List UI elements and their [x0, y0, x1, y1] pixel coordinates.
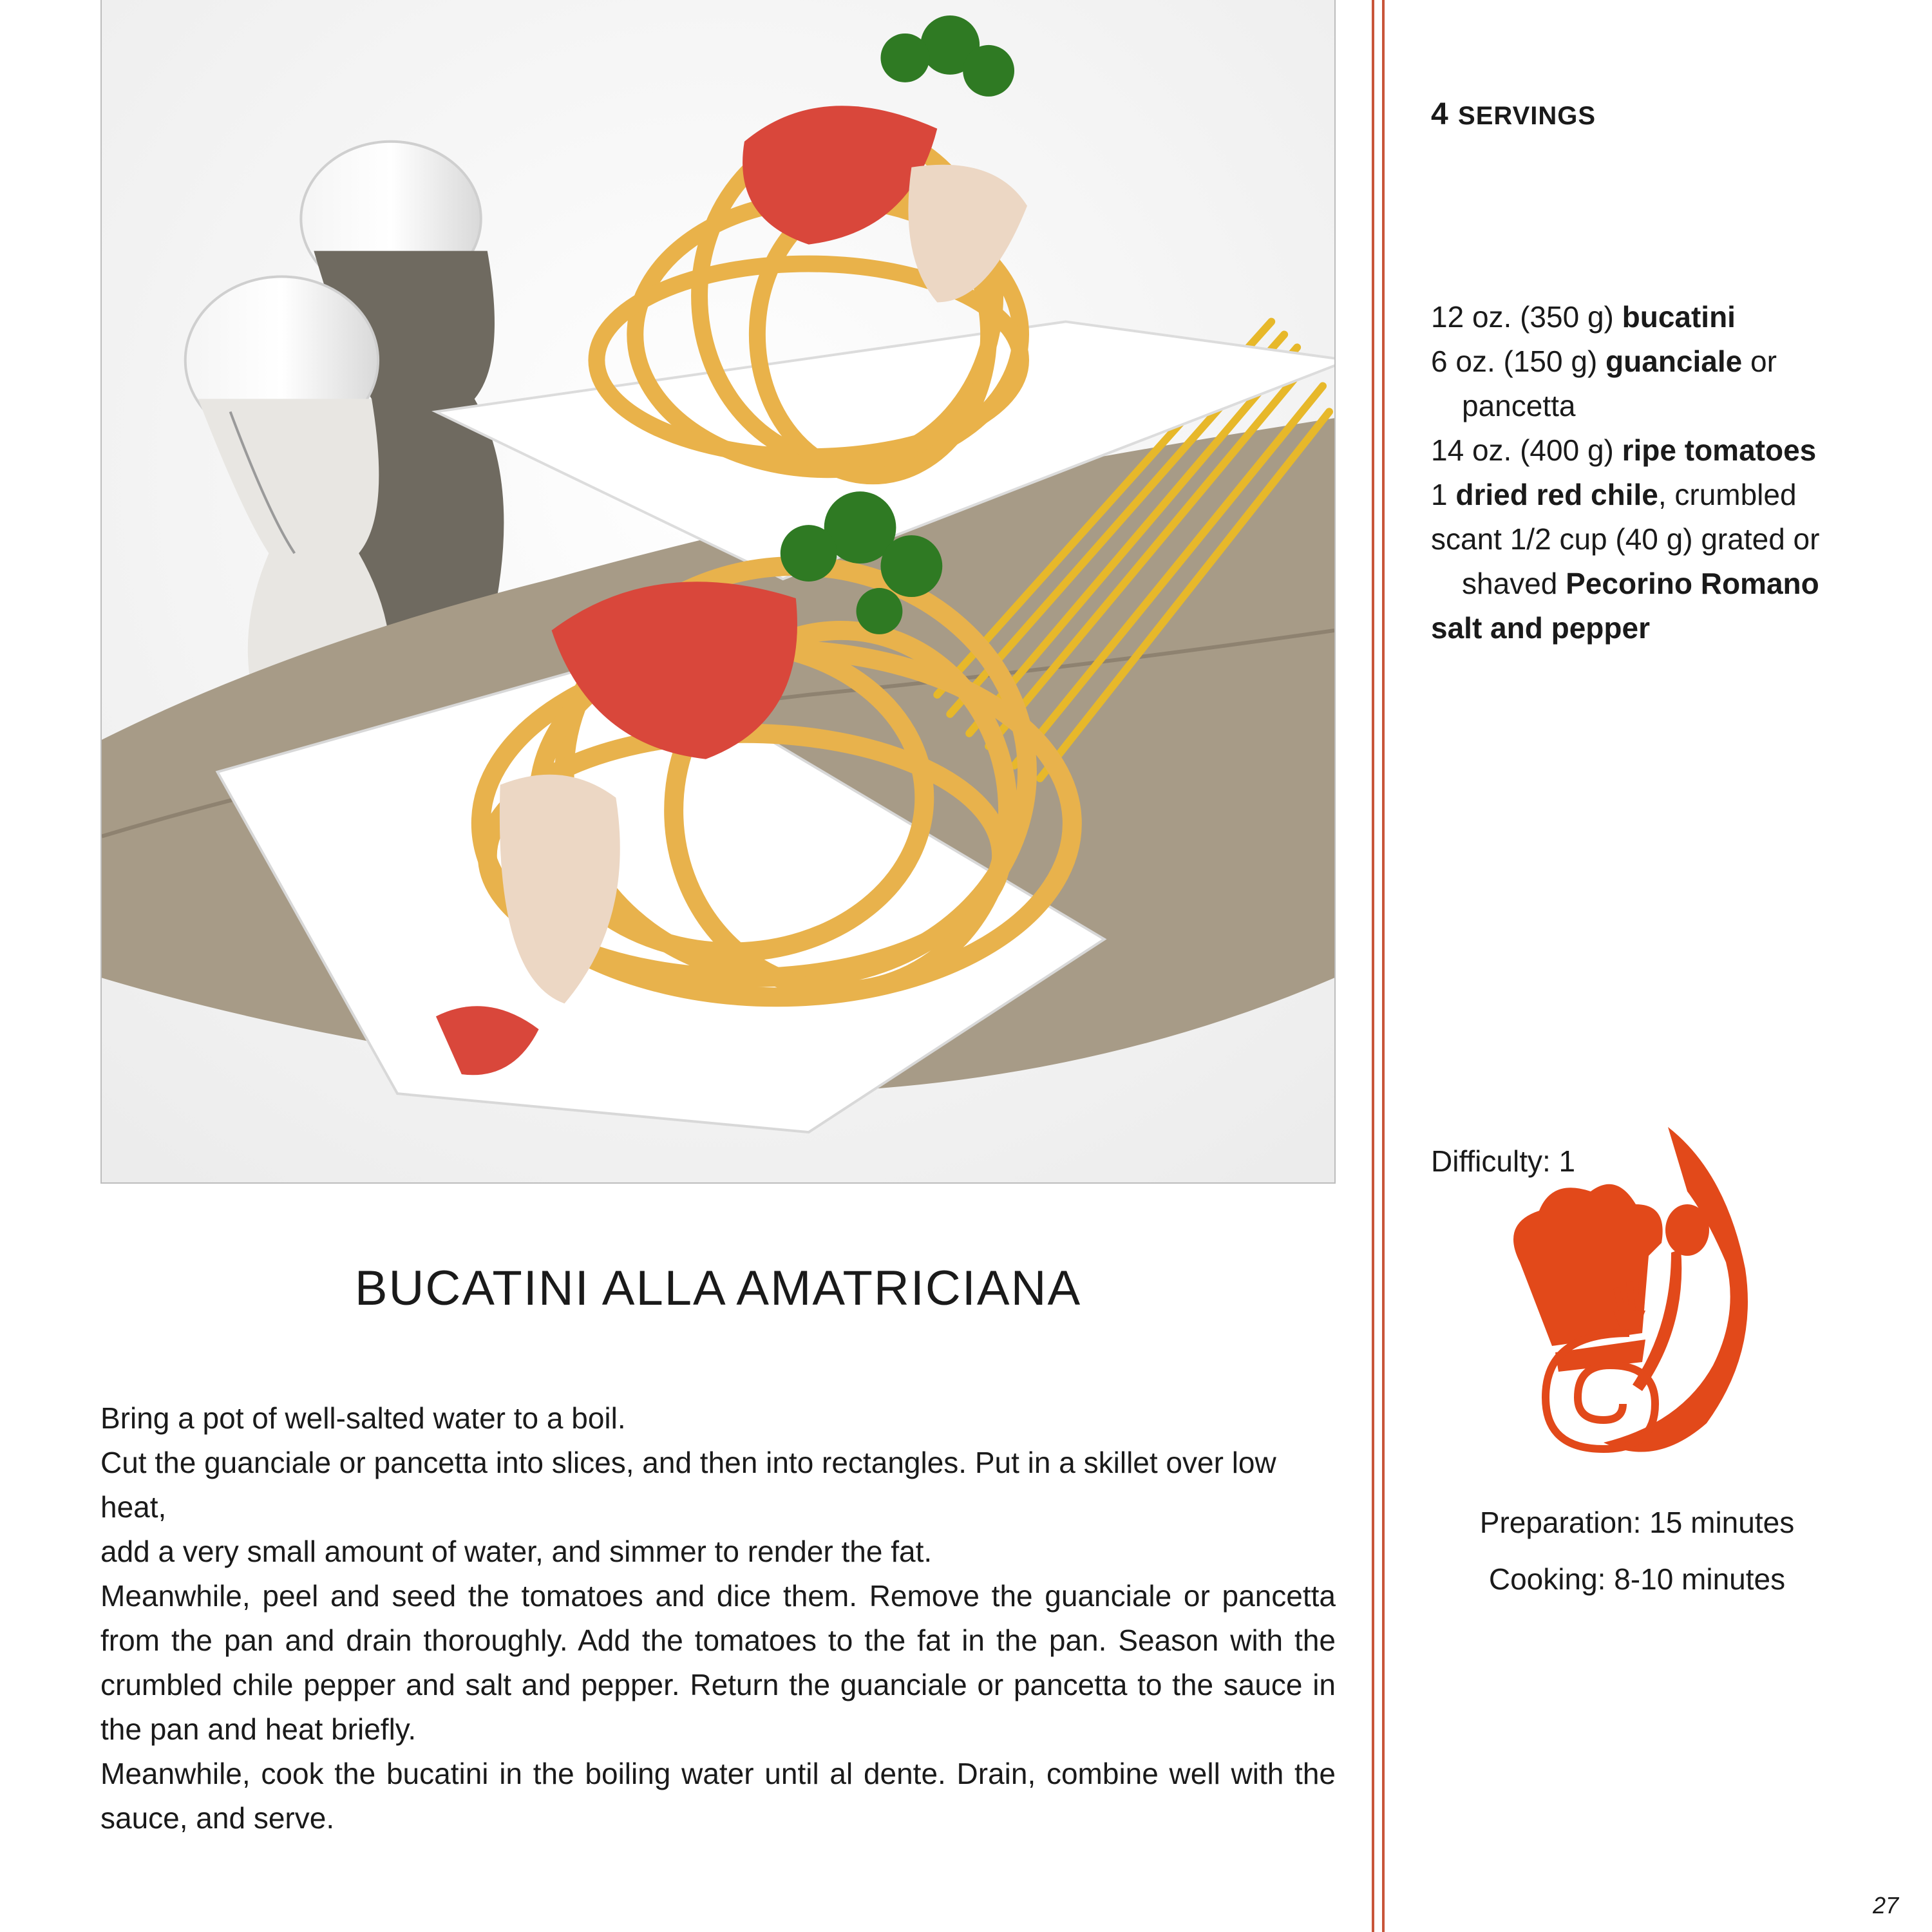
instruction-step: Meanwhile, peel and seed the tomatoes and dice them. Remove the guanciale or pancetta from the pan and drain thoroughly. Add the tomatoes to the fat in the pan. Season with the crumbled chile pepper and salt and pepper. Return the guanciale or pancetta to the sauce in the pan and heat briefly. — [100, 1579, 1336, 1746]
instruction-step: Bring a pot of well-salted water to a boil. — [100, 1401, 626, 1435]
recipe-instructions — [100, 1396, 1336, 1841]
ingredient-item: 6 oz. (150 g) guanciale or pancetta — [1431, 345, 1777, 422]
ingredient-item: 1 dried red chile, crumbled — [1431, 478, 1797, 511]
ingredient-item: 14 oz. (400 g) ripe tomatoes — [1431, 433, 1817, 467]
pasta-dish-illustration — [102, 0, 1334, 1182]
column-divider-left — [1372, 0, 1374, 1932]
difficulty-label: Difficulty: 1 — [1431, 1144, 1576, 1178]
page-number: 27 — [1872, 1892, 1899, 1918]
ingredient-item: salt and pepper — [1431, 611, 1650, 645]
servings — [1431, 97, 1596, 132]
instruction-step: add a very small amount of water, and simmer to render the fat. — [100, 1535, 933, 1568]
column-divider-right — [1382, 0, 1385, 1932]
instruction-step: Meanwhile, cook the bucatini in the boiling water until al dente. Drain, combine well with the sauce, and serve. — [100, 1757, 1336, 1835]
preparation-time: Preparation: 15 minutes — [1479, 1506, 1795, 1539]
cooking-time: Cooking: 8-10 minutes — [1488, 1562, 1786, 1596]
servings-number: 4 — [1431, 97, 1449, 131]
ingredient-item: 12 oz. (350 g) bucatini — [1431, 300, 1736, 334]
recipe-title: BUCATINI ALLA AMATRICIANA — [354, 1260, 1082, 1316]
chef-hat-utensils-icon — [1494, 1121, 1765, 1468]
ingredient-item: scant 1/2 cup (40 g) grated or shaved Pecorino Romano — [1431, 522, 1820, 600]
recipe-photo — [100, 0, 1336, 1184]
instruction-step: Cut the guanciale or pancetta into slices, and then into rectangles. Put in a skillet over low heat, — [100, 1446, 1276, 1524]
servings-label: SERVINGS — [1458, 102, 1596, 130]
ingredient-list — [1431, 295, 1882, 650]
timing-info — [1431, 1494, 1843, 1607]
